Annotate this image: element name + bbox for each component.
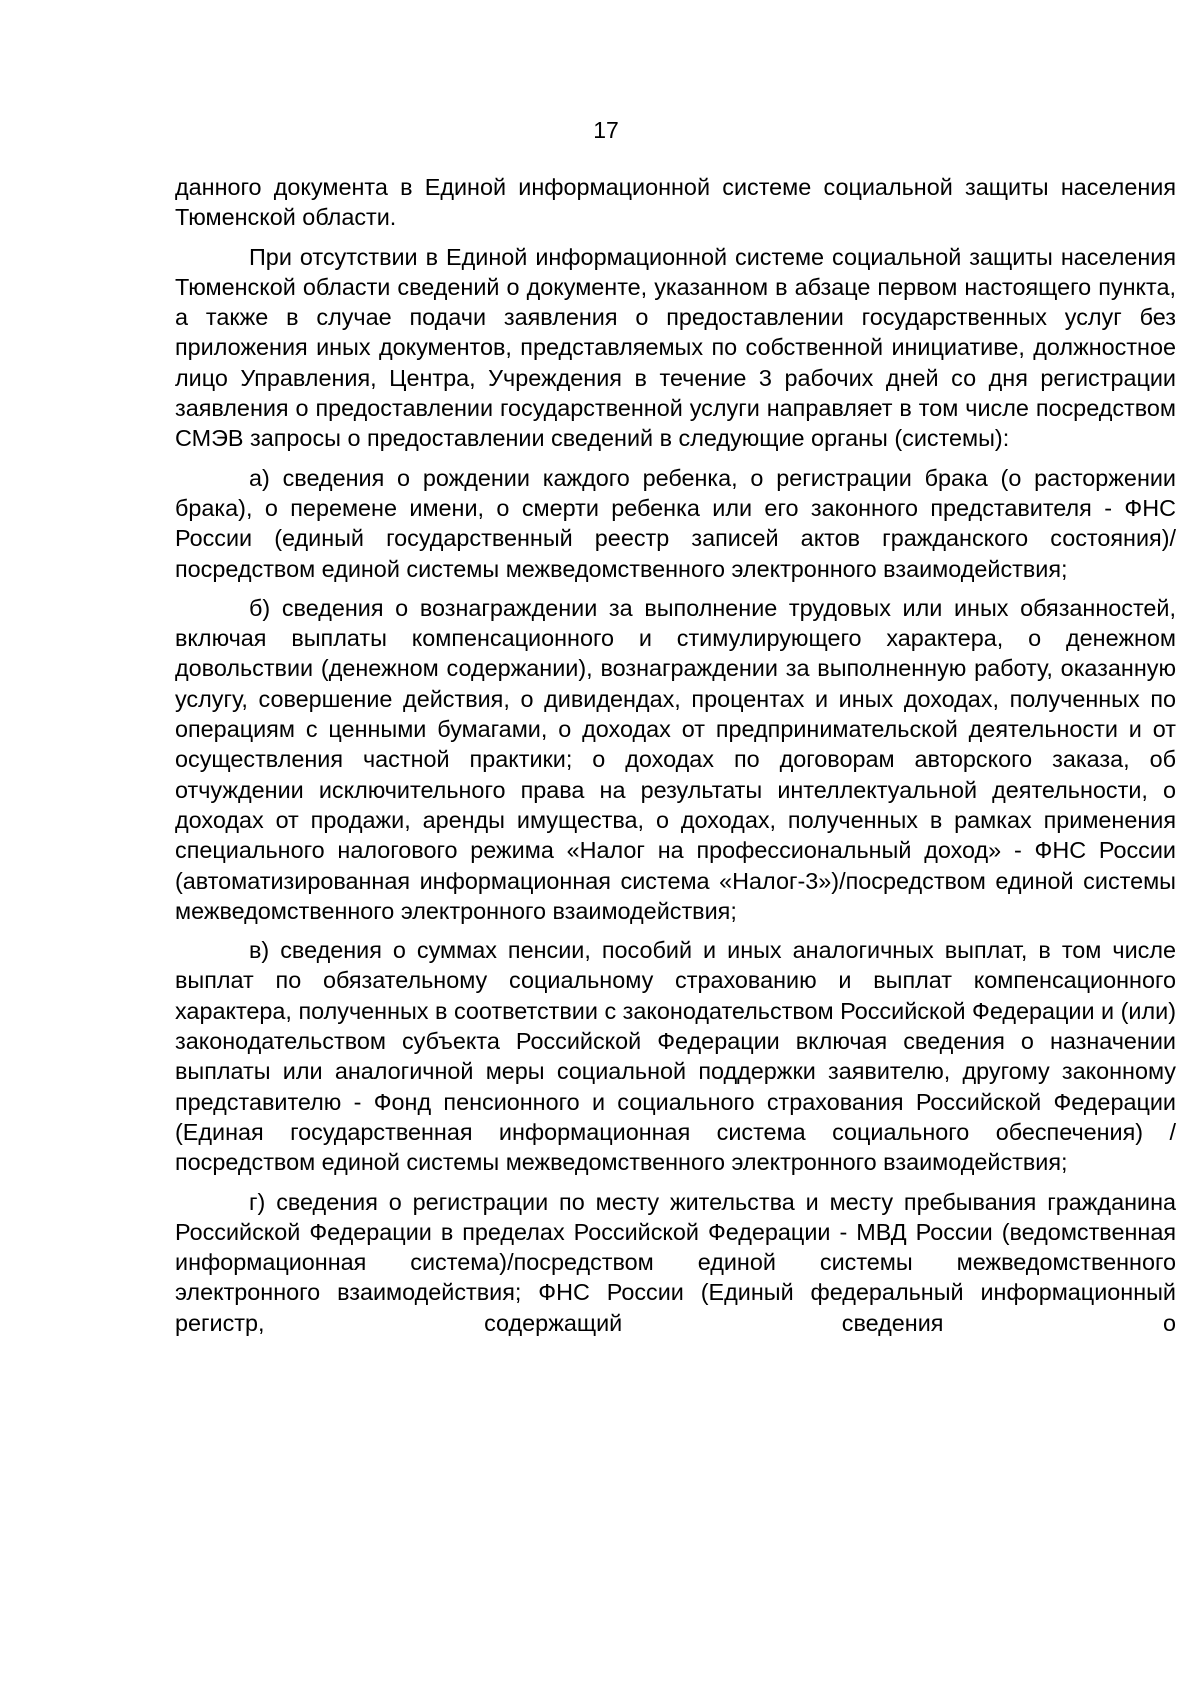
document-body [175, 172, 1176, 1338]
page-number: 17 [593, 117, 619, 143]
paragraph: а) сведения о рождении каждого ребенка, о регистрации брака (о расторжении брака), о перемене имени, о смерти ребенка или его законного представителя - ФНС России (единый государственный реестр записей актов гражданского состояния)/посредством единой системы межведомственного электронного взаимодействия; [175, 464, 1176, 582]
paragraph: в) сведения о суммах пенсии, пособий и иных аналогичных выплат, в том числе выплат по обязательному социальному страхованию и выплат компенсационного характера, полученных в соответствии с законодательством Российской Федерации и (или) законодательством субъекта Российской Федерации включая сведения о назначении выплаты или аналогичной меры социальной поддержки заявителю, другому законному представителю - Фонд пенсионного и социального страхования Российской Федерации (Единая государственная информационная система социального обеспечения) / посредством единой системы межведомственного электронного взаимодействия; [175, 937, 1176, 1176]
paragraph: г) сведения о регистрации по месту жительства и месту пребывания гражданина Российской Федерации в пределах Российской Федерации - МВД России (ведомственная информационная система)/посредством единой системы межведомственного электронного взаимодействия; ФНС России (Единый федеральный информационный регистр, содержащий сведения о [175, 1188, 1176, 1336]
paragraph: б) сведения о вознаграждении за выполнение трудовых или иных обязанностей, включая выплаты компенсационного и стимулирующего характера, о денежном довольствии (денежном содержании), вознаграждении за выполненную работу, оказанную услугу, совершение действия, о дивидендах, процентах и иных доходах, полученных по операциям с ценными бумагами, о доходах от предпринимательской деятельности и от осуществления частной практики; о доходах по договорам авторского заказа, об отчуждении исключительного права на результаты интеллектуальной деятельности, о доходах от продажи, аренды имущества, о доходах, полученных в рамках применения специального налогового режима «Налог на профессиональный доход» - ФНС России (автоматизированная информационная система «Налог-3»)/посредством единой системы межведомственного электронного взаимодействия; [175, 594, 1176, 924]
paragraph: При отсутствии в Единой информационной системе социальной защиты населения Тюменской области сведений о документе, указанном в абзаце первом настоящего пункта, а также в случае подачи заявления о предоставлении государственных услуг без приложения иных документов, представляемых по собственной инициативе, должностное лицо Управления, Центра, Учреждения в течение 3 рабочих дней со дня регистрации заявления о предоставлении государственной услуги направляет в том числе посредством СМЭВ запросы о предоставлении сведений в следующие органы (системы): [175, 243, 1176, 452]
paragraph: данного документа в Единой информационной системе социальной защиты населения Тюменской области. [175, 174, 1176, 231]
